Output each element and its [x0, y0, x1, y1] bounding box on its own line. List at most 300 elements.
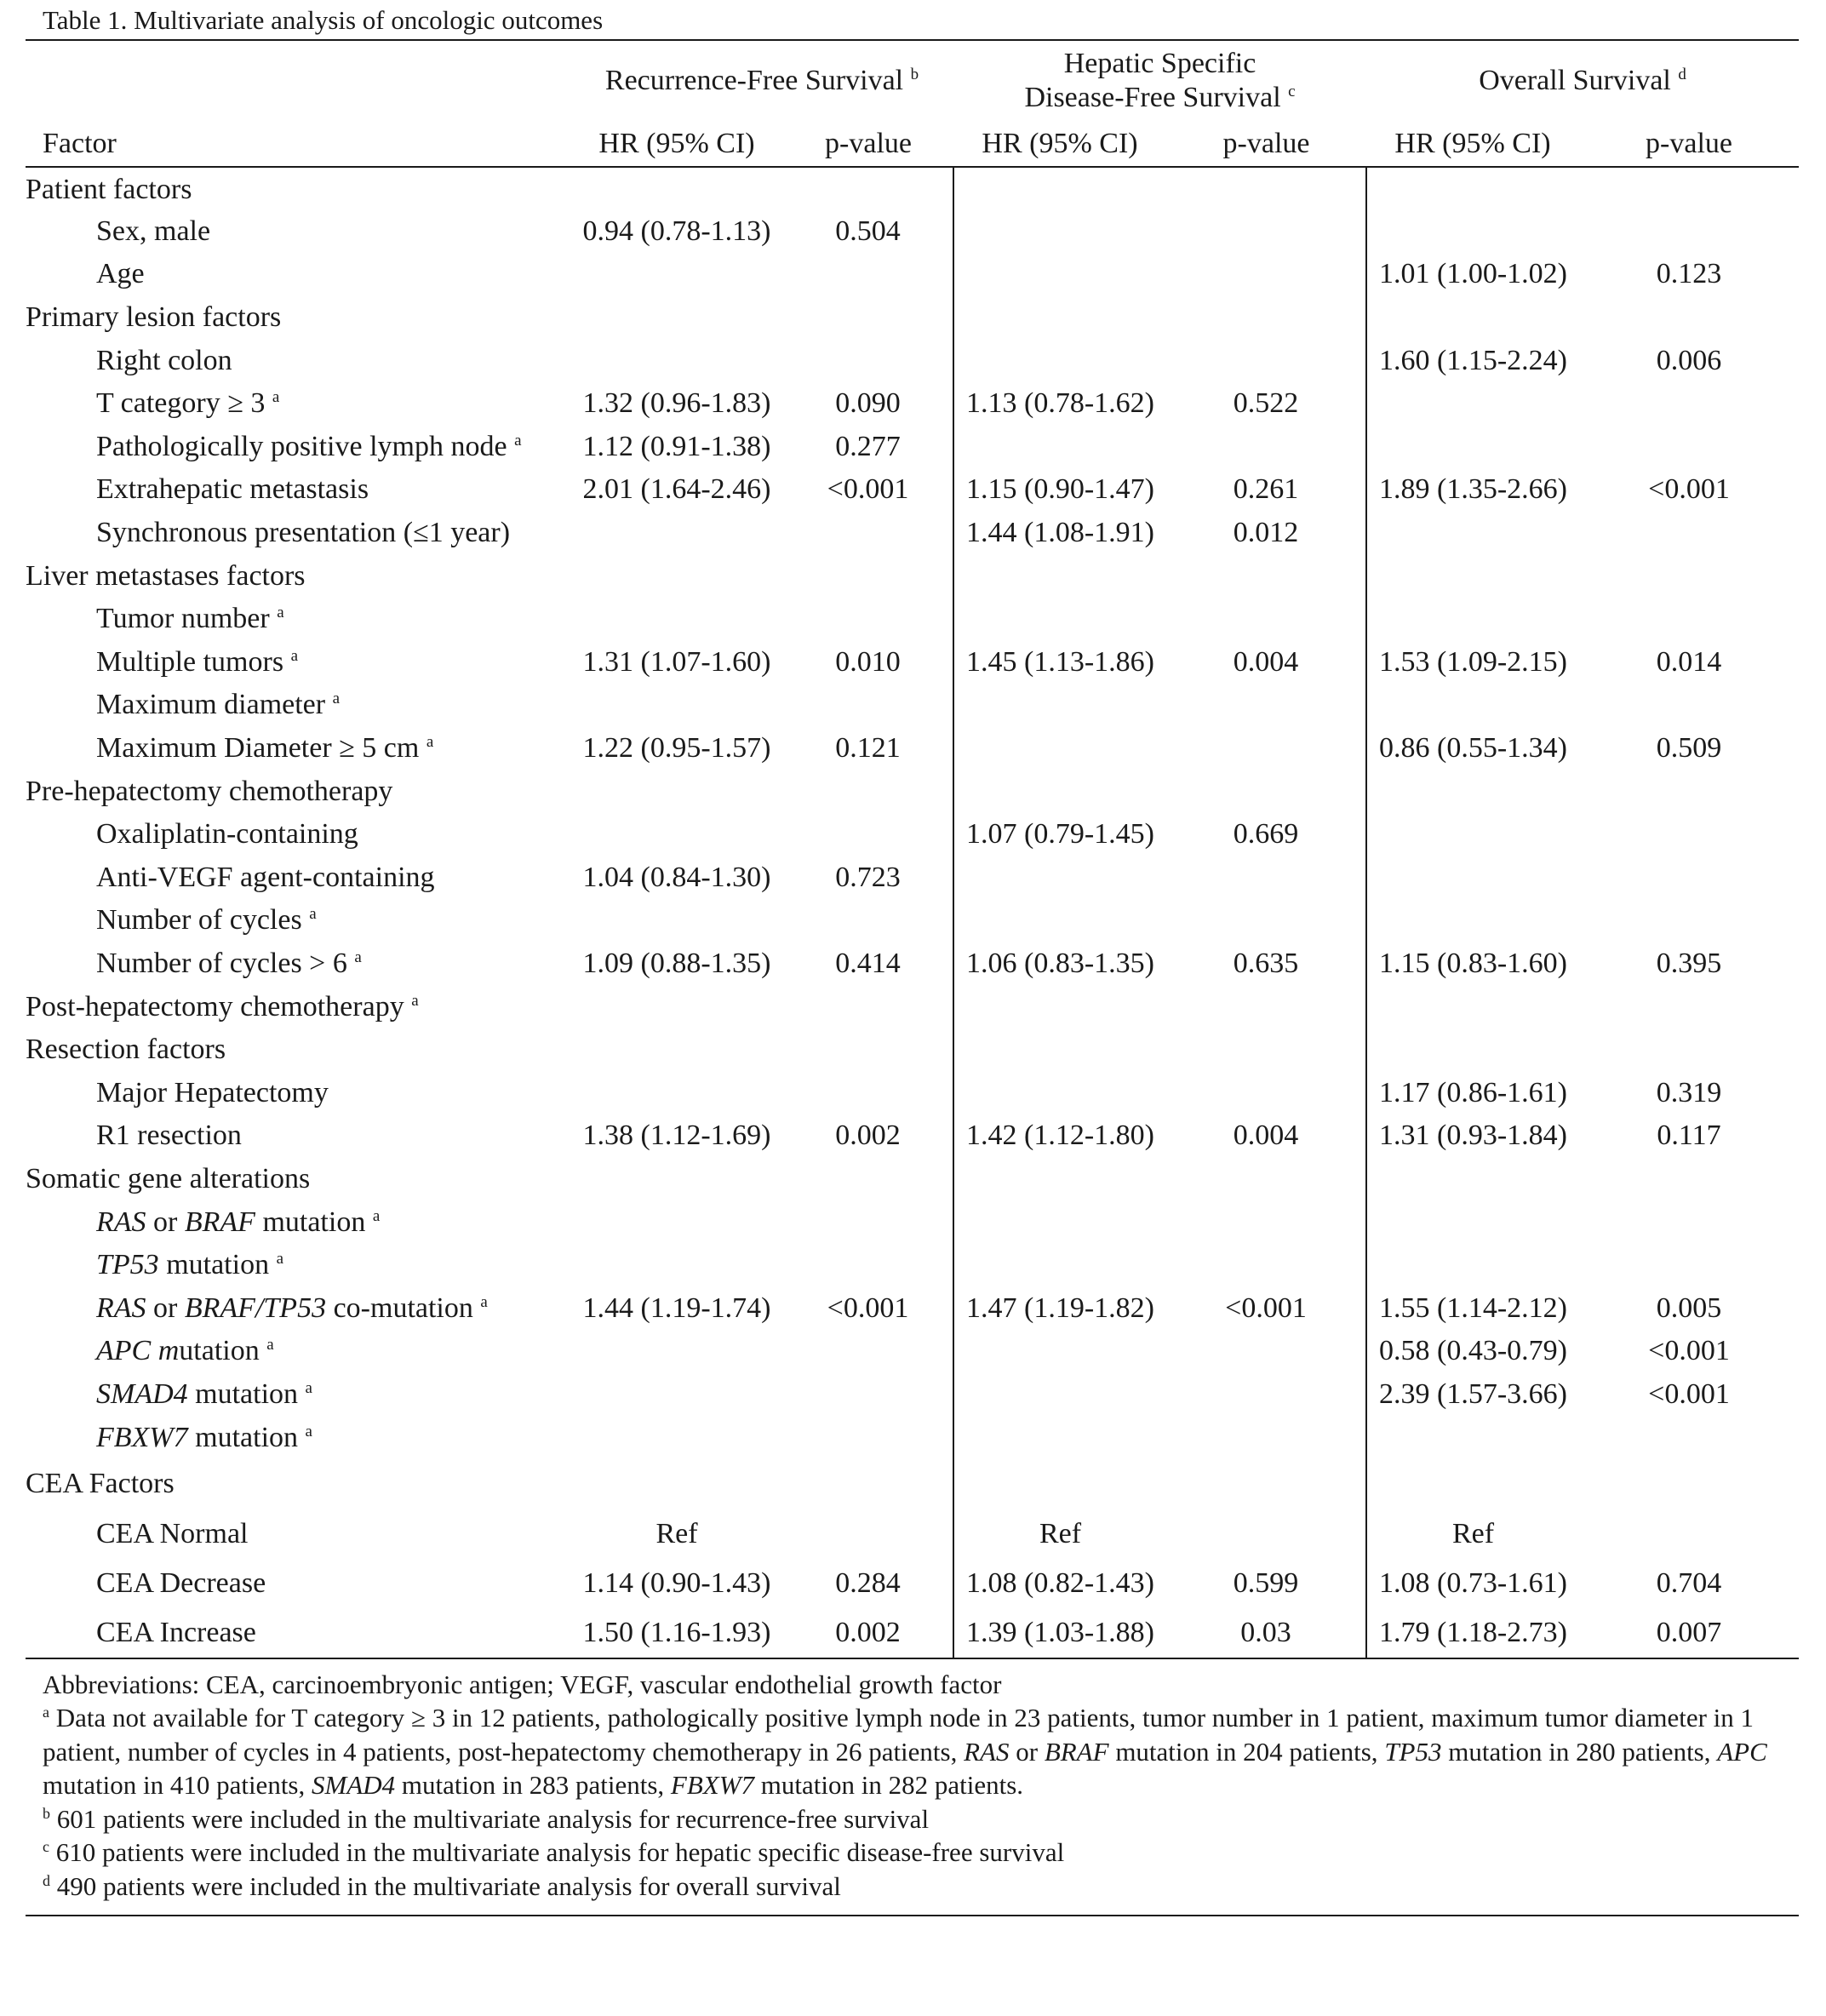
factor-text: Sex, male	[96, 215, 211, 247]
os-p-cell	[1579, 1509, 1799, 1559]
table-body	[26, 167, 1799, 1658]
rfs-p-cell	[783, 554, 953, 598]
rfs-p-cell: <0.001	[827, 1292, 909, 1324]
os-hr-cell: 1.55 (1.14-2.12)	[1366, 1286, 1579, 1330]
hsdfs-p-cell: 0.03	[1240, 1617, 1291, 1649]
hsdfs-p-cell	[1166, 598, 1366, 641]
section-label	[26, 167, 570, 210]
factor-text-part: RAS	[96, 1206, 146, 1238]
factor-label	[26, 727, 570, 770]
note-a	[43, 1701, 1782, 1802]
hsdfs-hr-cell	[953, 598, 1166, 641]
table-row	[26, 1416, 1799, 1459]
table-row	[26, 468, 1799, 512]
rfs-p-cell: 0.090	[835, 387, 901, 420]
hsdfs-hr-cell	[953, 426, 1166, 469]
section-row	[26, 1158, 1799, 1201]
factor-label	[26, 899, 570, 942]
os-p-cell: 0.704	[1656, 1567, 1722, 1600]
hsdfs-p-cell	[1166, 856, 1366, 900]
footnote-marker: a	[514, 431, 522, 450]
table-row	[26, 1200, 1799, 1244]
note-a-part: or	[1009, 1736, 1045, 1767]
table-row	[26, 1071, 1799, 1114]
hsdfs-hr-cell	[953, 1244, 1166, 1287]
factor-text: Post-hepatectomy chemotherapy	[26, 990, 404, 1022]
note-c-sup: c	[43, 1838, 49, 1856]
hsdfs-hr-cell: 1.08 (0.82-1.43)	[953, 1559, 1166, 1609]
hsdfs-hr-cell	[953, 296, 1166, 340]
rfs-p-cell: 0.010	[835, 645, 901, 678]
note-a-part: BRAF	[1044, 1736, 1109, 1767]
factor-text-part: RAS	[96, 1292, 146, 1324]
factor-label	[26, 942, 570, 986]
factor-label	[26, 1559, 570, 1609]
factor-text: Age	[96, 258, 145, 290]
os-hr-cell	[1366, 856, 1579, 900]
rfs-hr-cell	[570, 684, 783, 727]
hsdfs-hr-cell: 1.07 (0.79-1.45)	[953, 813, 1166, 856]
factor-text-part: utation	[179, 1335, 260, 1367]
hsdfs-hr-cell	[953, 727, 1166, 770]
hsdfs-hr-cell: 1.44 (1.08-1.91)	[953, 512, 1166, 555]
note-a-part: mutation in 204 patients,	[1108, 1736, 1385, 1767]
hsdfs-hr-cell	[953, 856, 1166, 900]
footnote-marker: a	[277, 604, 284, 622]
hsdfs-hr-cell	[953, 899, 1166, 942]
os-p-cell	[1579, 1028, 1799, 1072]
os-p-cell: 0.006	[1656, 344, 1722, 376]
hsdfs-hr-cell	[953, 684, 1166, 727]
rfs-hr-cell: 1.14 (0.90-1.43)	[582, 1567, 771, 1600]
footnote-marker: a	[276, 1250, 284, 1269]
os-p-cell	[1579, 1459, 1799, 1509]
factor-label	[26, 468, 570, 512]
factor-text: Tumor number	[96, 603, 270, 635]
hsdfs-p-cell: 0.261	[1233, 473, 1299, 506]
os-p-cell: 0.509	[1656, 732, 1722, 765]
table-row	[26, 598, 1799, 641]
os-p-cell: <0.001	[1648, 473, 1730, 506]
section-label	[26, 554, 570, 598]
os-p-cell	[1579, 382, 1799, 426]
hsdfs-p-cell	[1166, 684, 1366, 727]
section-row	[26, 554, 1799, 598]
hsdfs-hr-cell: 1.42 (1.12-1.80)	[953, 1114, 1166, 1158]
note-b	[43, 1802, 1782, 1836]
rfs-hr-cell	[570, 1071, 783, 1114]
os-p-cell	[1579, 1416, 1799, 1459]
os-hr-cell	[1366, 770, 1579, 813]
os-hr-cell: 1.31 (0.93-1.84)	[1366, 1114, 1579, 1158]
rfs-hr-cell	[570, 1158, 783, 1201]
rfs-hr-cell	[570, 1373, 783, 1417]
note-a-part: Data not available for T category ≥ 3 in 12 patients, pathologically positive lymph node in 23 patients, tumor number in 1 patient, maximum tumor diameter in 1 patient, number of cycles in 4 patients, post-hepatectomy chemotherapy in 26 patients,	[43, 1703, 1754, 1767]
hsdfs-hr-header: HR (95% CI)	[953, 121, 1166, 167]
factor-text: Major Hepatectomy	[96, 1076, 329, 1108]
os-hr-cell	[1366, 899, 1579, 942]
rfs-p-cell: 0.002	[835, 1617, 901, 1649]
factor-label	[26, 1373, 570, 1417]
section-label	[26, 1028, 570, 1072]
footnote-marker: a	[332, 690, 341, 708]
rfs-hr-cell	[570, 1330, 783, 1373]
hsdfs-hr-cell	[953, 253, 1166, 296]
os-p-cell: 0.123	[1656, 258, 1722, 290]
hsdfs-hr-cell	[953, 210, 1166, 254]
os-hr-cell	[1366, 554, 1579, 598]
factor-text-part: mutation	[187, 1421, 299, 1453]
hsdfs-p-cell: 0.012	[1233, 517, 1299, 549]
factor-text: CEA Factors	[26, 1468, 175, 1500]
os-hr-cell: 1.17 (0.86-1.61)	[1366, 1071, 1579, 1114]
footnote-marker: a	[305, 1422, 312, 1440]
os-p-cell	[1579, 167, 1799, 210]
rfs-sup: b	[910, 66, 919, 83]
hsdfs-hr-cell	[953, 1373, 1166, 1417]
note-a-part: mutation in 410 patients,	[43, 1770, 312, 1801]
hsdfs-hr-cell	[953, 1330, 1166, 1373]
note-c-text: 610 patients were included in the multivariate analysis for hepatic specific disease-free survival	[49, 1837, 1065, 1868]
os-hr-cell: 1.53 (1.09-2.15)	[1366, 641, 1579, 684]
factor-label	[26, 382, 570, 426]
note-b-sup: b	[43, 1804, 50, 1822]
note-a-part: mutation in 283 patients,	[395, 1770, 671, 1801]
hsdfs-p-cell	[1166, 899, 1366, 942]
table-row	[26, 339, 1799, 382]
table-row	[26, 382, 1799, 426]
rfs-hr-cell	[570, 770, 783, 813]
table-row	[26, 1608, 1799, 1658]
note-a-part: mutation in 280 patients,	[1441, 1736, 1718, 1767]
section-row	[26, 1028, 1799, 1072]
group-header-blank	[26, 40, 570, 121]
factor-text: CEA Increase	[96, 1617, 256, 1649]
factor-text: Oxaliplatin-containing	[96, 818, 358, 850]
os-hr-header: HR (95% CI)	[1366, 121, 1579, 167]
os-p-cell	[1579, 1244, 1799, 1287]
footnote-marker: a	[290, 646, 298, 665]
rfs-p-cell	[783, 1244, 953, 1287]
os-hr-cell: 1.79 (1.18-2.73)	[1366, 1608, 1579, 1658]
rfs-p-cell: 0.723	[835, 861, 901, 893]
footnote-marker: a	[480, 1292, 488, 1311]
factor-text: Multiple tumors	[96, 645, 284, 678]
rfs-p-cell	[783, 1509, 953, 1559]
rfs-p-cell	[783, 253, 953, 296]
rfs-hr-cell: Ref	[655, 1517, 698, 1549]
rfs-hr-cell	[570, 339, 783, 382]
os-hr-cell	[1366, 985, 1579, 1028]
rfs-p-cell: 0.414	[835, 947, 901, 979]
factor-label	[26, 1286, 570, 1330]
rfs-hr-cell: 1.09 (0.88-1.35)	[582, 947, 771, 979]
rfs-hr-cell	[570, 1459, 783, 1509]
os-p-cell	[1579, 554, 1799, 598]
note-d-sup: d	[43, 1871, 50, 1889]
os-hr-cell	[1366, 296, 1579, 340]
rfs-hr-cell: 1.22 (0.95-1.57)	[582, 732, 771, 765]
hsdfs-p-cell	[1166, 339, 1366, 382]
factor-text-part: mutation	[187, 1377, 299, 1410]
factor-label	[26, 1244, 570, 1287]
section-label	[26, 1158, 570, 1201]
os-p-cell	[1579, 598, 1799, 641]
os-p-cell: <0.001	[1648, 1377, 1730, 1410]
factor-text-part: APC m	[96, 1335, 180, 1367]
rfs-hr-cell	[570, 1244, 783, 1287]
hsdfs-hr-cell: Ref	[953, 1509, 1166, 1559]
factor-text: Somatic gene alterations	[26, 1162, 311, 1194]
os-hr-cell	[1366, 1459, 1579, 1509]
factor-text: T category ≥ 3	[96, 387, 266, 420]
footnote-marker: a	[354, 948, 362, 966]
os-hr-cell	[1366, 684, 1579, 727]
factor-text-part: mutation	[158, 1249, 270, 1281]
note-d-text: 490 patients were included in the multivariate analysis for overall survival	[50, 1870, 841, 1901]
factor-label	[26, 1416, 570, 1459]
os-hr-cell	[1366, 512, 1579, 555]
table-notes	[26, 1659, 1799, 1917]
os-hr-cell	[1366, 1416, 1579, 1459]
rfs-p-cell	[783, 1373, 953, 1417]
rfs-p-cell	[783, 899, 953, 942]
table-row	[26, 641, 1799, 684]
factor-text: CEA Decrease	[96, 1567, 266, 1600]
os-hr-cell: 1.08 (0.73-1.61)	[1366, 1559, 1579, 1609]
hsdfs-hr-cell	[953, 1071, 1166, 1114]
rfs-hr-cell: 1.50 (1.16-1.93)	[582, 1617, 771, 1649]
os-p-cell	[1579, 1158, 1799, 1201]
factor-label	[26, 1071, 570, 1114]
os-hr-cell: 1.89 (1.35-2.66)	[1366, 468, 1579, 512]
rfs-p-cell	[783, 1200, 953, 1244]
rfs-p-cell: 0.504	[835, 215, 901, 247]
note-a-part: TP53	[1384, 1736, 1442, 1767]
table-row	[26, 1114, 1799, 1158]
factor-text: CEA Normal	[96, 1517, 249, 1549]
table-row	[26, 856, 1799, 900]
table-row	[26, 942, 1799, 986]
factor-text: Extrahepatic metastasis	[96, 473, 369, 506]
section-row	[26, 296, 1799, 340]
os-hr-cell	[1366, 1200, 1579, 1244]
hsdfs-hr-cell: 1.45 (1.13-1.86)	[953, 641, 1166, 684]
hsdfs-p-cell	[1166, 253, 1366, 296]
rfs-hr-cell: 1.38 (1.12-1.69)	[582, 1120, 771, 1152]
factor-text: Synchronous presentation (≤1 year)	[96, 517, 511, 549]
column-header-row	[26, 121, 1799, 167]
section-row	[26, 1459, 1799, 1509]
factor-text-part: co-mutation	[326, 1292, 473, 1324]
factor-text-part: or	[146, 1292, 185, 1324]
os-title: Overall Survival	[1479, 65, 1671, 96]
factor-text-part: BRAF	[184, 1206, 255, 1238]
footnote-marker: a	[272, 388, 280, 407]
factor-label	[26, 684, 570, 727]
factor-text: Liver metastases factors	[26, 559, 306, 592]
factor-label	[26, 339, 570, 382]
factor-text: Patient factors	[26, 173, 192, 205]
os-p-header: p-value	[1579, 121, 1799, 167]
hsdfs-p-cell: 0.522	[1233, 387, 1299, 420]
os-hr-cell	[1366, 426, 1579, 469]
os-hr-cell	[1366, 1028, 1579, 1072]
factor-text: Pre-hepatectomy chemotherapy	[26, 775, 393, 807]
rfs-hr-cell: 1.04 (0.84-1.30)	[582, 861, 771, 893]
section-label	[26, 296, 570, 340]
hsdfs-p-cell	[1166, 1028, 1366, 1072]
factor-text: Primary lesion factors	[26, 301, 282, 334]
hsdfs-hr-cell	[953, 770, 1166, 813]
os-p-cell	[1579, 426, 1799, 469]
rfs-hr-cell: 1.44 (1.19-1.74)	[582, 1292, 771, 1324]
hsdfs-hr-cell	[953, 1416, 1166, 1459]
os-p-cell	[1579, 856, 1799, 900]
hsdfs-p-cell	[1166, 1509, 1366, 1559]
hsdfs-p-cell	[1166, 985, 1366, 1028]
rfs-p-cell	[783, 1416, 953, 1459]
hsdfs-p-cell	[1166, 770, 1366, 813]
hsdfs-hr-cell	[953, 1200, 1166, 1244]
factor-text-part: FBXW7	[96, 1421, 188, 1453]
rfs-p-cell	[783, 985, 953, 1028]
factor-label	[26, 1114, 570, 1158]
os-p-cell	[1579, 684, 1799, 727]
note-abbreviations: Abbreviations: CEA, carcinoembryonic antigen; VEGF, vascular endothelial growth factor	[43, 1669, 1002, 1699]
os-hr-cell	[1366, 598, 1579, 641]
rfs-hr-cell	[570, 512, 783, 555]
footnote-marker: a	[309, 905, 317, 924]
factor-text: Maximum diameter	[96, 689, 326, 721]
rfs-hr-cell	[570, 167, 783, 210]
os-hr-cell: 0.86 (0.55-1.34)	[1366, 727, 1579, 770]
hsdfs-sup: c	[1288, 83, 1296, 100]
document-page	[26, 0, 1799, 1916]
hsdfs-hr-cell	[953, 554, 1166, 598]
hsdfs-p-cell	[1166, 296, 1366, 340]
factor-label	[26, 1330, 570, 1373]
rfs-hr-cell	[570, 1200, 783, 1244]
table-row	[26, 1286, 1799, 1330]
rfs-p-cell	[783, 1330, 953, 1373]
table-row	[26, 1559, 1799, 1609]
os-p-cell: 0.014	[1656, 645, 1722, 678]
factor-label	[26, 253, 570, 296]
footnote-marker: a	[305, 1378, 312, 1397]
os-p-cell	[1579, 899, 1799, 942]
group-header-row	[26, 40, 1799, 121]
os-hr-cell: 1.15 (0.83-1.60)	[1366, 942, 1579, 986]
table-row	[26, 1330, 1799, 1373]
os-hr-cell: Ref	[1366, 1509, 1579, 1559]
hsdfs-p-cell	[1166, 210, 1366, 254]
note-c	[43, 1836, 1782, 1870]
table-row	[26, 512, 1799, 555]
factor-label	[26, 1200, 570, 1244]
factor-label	[26, 210, 570, 254]
os-hr-cell: 0.58 (0.43-0.79)	[1366, 1330, 1579, 1373]
os-hr-cell	[1366, 1244, 1579, 1287]
hsdfs-hr-cell	[953, 1028, 1166, 1072]
factor-label	[26, 856, 570, 900]
hsdfs-title-line2: Disease-Free Survival	[1024, 82, 1281, 113]
rfs-title: Recurrence-Free Survival	[604, 65, 904, 96]
hsdfs-hr-cell: 1.39 (1.03-1.88)	[953, 1608, 1166, 1658]
note-a-part: mutation in 282 patients.	[754, 1770, 1024, 1801]
rfs-p-cell	[783, 296, 953, 340]
table-row	[26, 426, 1799, 469]
rfs-p-cell	[783, 1459, 953, 1509]
rfs-p-cell	[783, 598, 953, 641]
table-row	[26, 684, 1799, 727]
hsdfs-p-cell: 0.635	[1233, 947, 1299, 979]
os-p-cell: 0.005	[1656, 1292, 1722, 1324]
table-row	[26, 813, 1799, 856]
os-p-cell: <0.001	[1648, 1335, 1730, 1367]
rfs-hr-cell	[570, 253, 783, 296]
table-row	[26, 899, 1799, 942]
rfs-hr-cell: 1.31 (1.07-1.60)	[582, 645, 771, 678]
table-row	[26, 1509, 1799, 1559]
factor-label	[26, 598, 570, 641]
hsdfs-group-header	[953, 40, 1366, 121]
factor-text: Pathologically positive lymph node	[96, 430, 507, 462]
rfs-hr-cell: 1.12 (0.91-1.38)	[582, 430, 771, 462]
rfs-p-cell	[783, 1071, 953, 1114]
table-row	[26, 253, 1799, 296]
rfs-hr-cell	[570, 985, 783, 1028]
hsdfs-p-cell	[1166, 1459, 1366, 1509]
results-table	[26, 39, 1799, 1659]
hsdfs-p-cell: 0.599	[1233, 1567, 1299, 1600]
rfs-p-cell	[783, 684, 953, 727]
hsdfs-p-cell	[1166, 1071, 1366, 1114]
note-a-sup: a	[43, 1704, 49, 1721]
factor-label	[26, 512, 570, 555]
factor-text-part: TP53	[96, 1249, 159, 1281]
footnote-marker: a	[372, 1206, 381, 1225]
os-hr-cell	[1366, 1158, 1579, 1201]
os-hr-cell: 1.01 (1.00-1.02)	[1366, 253, 1579, 296]
hsdfs-hr-cell	[953, 985, 1166, 1028]
section-label	[26, 1459, 570, 1509]
hsdfs-p-cell	[1166, 1373, 1366, 1417]
os-p-cell: 0.117	[1657, 1120, 1721, 1152]
table-caption: Table 1. Multivariate analysis of oncologic outcomes	[43, 5, 604, 35]
os-p-cell	[1579, 296, 1799, 340]
factor-text: Resection factors	[26, 1034, 226, 1066]
hsdfs-title-line1: Hepatic Specific	[1063, 48, 1256, 79]
factor-label	[26, 1509, 570, 1559]
rfs-hr-cell	[570, 296, 783, 340]
note-a-text	[43, 1703, 1767, 1800]
hsdfs-hr-cell	[953, 167, 1166, 210]
factor-label	[26, 426, 570, 469]
os-p-cell: 0.007	[1656, 1617, 1722, 1649]
note-a-part: FBXW7	[670, 1770, 755, 1801]
footnote-marker: a	[266, 1336, 274, 1354]
section-row	[26, 985, 1799, 1028]
hsdfs-p-header: p-value	[1166, 121, 1366, 167]
table-row	[26, 210, 1799, 254]
hsdfs-p-cell: 0.669	[1233, 818, 1299, 850]
rfs-hr-cell	[570, 813, 783, 856]
rfs-p-cell	[783, 1158, 953, 1201]
factor-text: Maximum Diameter ≥ 5 cm	[96, 732, 420, 765]
factor-label	[26, 1608, 570, 1658]
hsdfs-p-cell	[1166, 1244, 1366, 1287]
